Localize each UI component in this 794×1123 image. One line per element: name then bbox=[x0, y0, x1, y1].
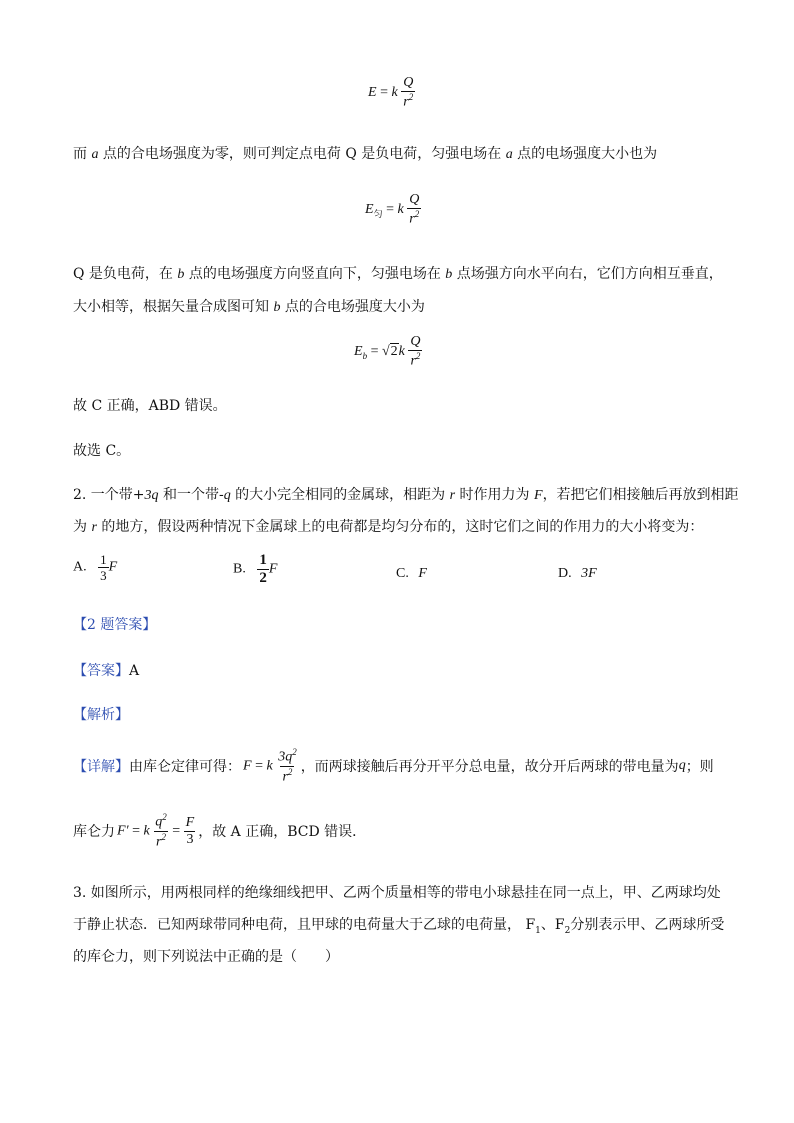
eq3-sub: b bbox=[362, 350, 368, 361]
paragraph-b-point-line1 bbox=[73, 263, 723, 283]
question-3-line1: 3. 如图所示，用两根同样的绝缘细线把甲、乙两个质量相等的带电小球悬挂在同一点上，甲、乙两球均处 bbox=[73, 885, 721, 901]
question-3-line2 bbox=[73, 914, 724, 936]
eqB-num-exp: 2 bbox=[162, 812, 167, 822]
question-2-line2 bbox=[73, 516, 703, 536]
option-a-label: A. bbox=[73, 559, 87, 575]
eq2-k: k bbox=[397, 202, 404, 218]
option-c[interactable] bbox=[396, 566, 427, 582]
q2-line2-a: 为 bbox=[73, 519, 92, 535]
detail-line1-pre: 由库仑定律可得： bbox=[129, 759, 241, 776]
q2-line1-d: 时作用力为 bbox=[455, 487, 534, 503]
q2-r2: r bbox=[91, 520, 97, 535]
detail-line1 bbox=[73, 748, 714, 784]
answer-value: A bbox=[129, 663, 140, 679]
eqA-num bbox=[276, 748, 299, 766]
eq2-den bbox=[407, 208, 421, 227]
eqB-num2: F bbox=[185, 814, 195, 830]
eqA-op: = bbox=[255, 758, 263, 774]
option-d-text: 3F bbox=[581, 566, 597, 581]
q2-charge-2: q bbox=[223, 488, 231, 503]
paragraph-b-point-line2 bbox=[73, 296, 425, 316]
q2-line2-b: 的地方，假设两种情况下金属球上的电荷都是均匀分布的，这时它们之间的作用力的大小将变为： bbox=[96, 519, 704, 535]
q3-sub1: 1 bbox=[535, 925, 541, 936]
eq1-den bbox=[401, 91, 415, 110]
option-a-fraction bbox=[98, 553, 109, 582]
answer-section-tag: 【2 题答案】 bbox=[73, 617, 157, 633]
para2-var-b3: b bbox=[273, 300, 281, 315]
equation-e-uniform bbox=[365, 193, 421, 227]
eq1-lhs: E bbox=[368, 85, 377, 101]
question-2-line1 bbox=[73, 484, 739, 504]
q3-line2-a: 于静止状态．已知两球带同种电荷，且甲球的电荷量大于乙球的电荷量， F bbox=[73, 917, 536, 933]
eqB-k: k bbox=[143, 823, 150, 839]
para2-var-b2: b bbox=[445, 267, 453, 282]
equation-e-kq-r2 bbox=[368, 76, 415, 110]
eqA-num-exp: 2 bbox=[292, 747, 297, 757]
eq1-fraction bbox=[401, 76, 415, 110]
eqB-fraction-2 bbox=[184, 816, 197, 847]
para2-line1-mid: 点的电场强度方向竖直向下，匀强电场在 bbox=[184, 266, 446, 282]
option-b[interactable] bbox=[233, 553, 277, 586]
eq2-exp: 2 bbox=[414, 209, 420, 219]
eqA-fraction bbox=[276, 748, 299, 784]
eq2-sub: 匀 bbox=[373, 208, 383, 219]
para2-var-b: b bbox=[177, 267, 185, 282]
eq1-den-var: r bbox=[403, 94, 409, 110]
option-b-label: B. bbox=[233, 561, 246, 577]
eqB-op: = bbox=[132, 823, 141, 839]
eqB-den2: 3 bbox=[186, 831, 194, 847]
option-b-den: 2 bbox=[259, 570, 267, 586]
detail-line2-pre: 库仑力 bbox=[73, 824, 115, 841]
eq2-den-var: r bbox=[409, 211, 415, 227]
option-a-num: 1 bbox=[100, 552, 107, 567]
eq3-den bbox=[408, 350, 422, 369]
para1-var-a2: a bbox=[505, 147, 513, 162]
para2-line1-post: 点场强方向水平向右，它们方向相互垂直， bbox=[452, 266, 723, 282]
eqB-op2: = bbox=[172, 823, 181, 839]
q2-F: F bbox=[534, 488, 543, 503]
answer-line bbox=[73, 660, 139, 680]
detail-line1-end: ；则 bbox=[685, 759, 714, 776]
eq2-lhs: E bbox=[365, 202, 374, 218]
para1-pre: 而 bbox=[73, 146, 92, 162]
eqB-num-var: q bbox=[155, 814, 163, 830]
question-3-line3: 的库仑力，则下列说法中正确的是（ ） bbox=[73, 949, 339, 965]
eq3-num: Q bbox=[410, 334, 421, 349]
detail-line1-post: ，而两球接触后再分开平分总电量，故分开后两球的带电量为 bbox=[300, 759, 679, 776]
eq3-op: = bbox=[370, 344, 379, 360]
eq3-k: k bbox=[398, 344, 405, 360]
eq3-radicand: 2 bbox=[390, 344, 398, 360]
option-d[interactable] bbox=[558, 566, 597, 582]
para2-line2-post: 点的合电场强度大小为 bbox=[280, 299, 425, 315]
para2-line2-pre: 大小相等，根据矢量合成图可知 bbox=[73, 299, 274, 315]
q2-r: r bbox=[449, 488, 456, 503]
q3-line2-mid: 、F bbox=[540, 917, 565, 933]
paragraph-a-point bbox=[73, 143, 657, 163]
detail-line2 bbox=[73, 813, 366, 849]
coulomb-equation bbox=[243, 748, 299, 784]
eq2-op: = bbox=[386, 202, 394, 218]
option-a-var: F bbox=[108, 559, 118, 575]
analysis-tag: 【解析】 bbox=[73, 707, 129, 723]
q3-sub2: 2 bbox=[564, 925, 571, 936]
eq1-num: Q bbox=[403, 75, 414, 90]
q2-line1-b: 和一个带- bbox=[158, 487, 224, 503]
option-c-label: C. bbox=[396, 566, 409, 581]
eqA-lhs: F bbox=[243, 758, 252, 774]
detail-q: q bbox=[678, 758, 686, 774]
option-a-den: 3 bbox=[100, 568, 107, 583]
coulomb-force-equation bbox=[117, 813, 196, 849]
sqrt-symbol: √2 bbox=[381, 344, 398, 360]
eqA-den bbox=[280, 766, 294, 785]
eq2-num: Q bbox=[409, 192, 420, 207]
q2-line1-a: 2. 一个带+ bbox=[73, 487, 145, 503]
eq1-k: k bbox=[391, 85, 398, 101]
option-c-text: F bbox=[418, 566, 427, 581]
eq3-fraction bbox=[408, 335, 422, 369]
eq3-den-var: r bbox=[410, 353, 416, 369]
option-d-label: D. bbox=[558, 566, 572, 581]
eq1-exp: 2 bbox=[408, 92, 414, 102]
eqB-den-exp: 2 bbox=[161, 831, 166, 842]
eqB-lhs: F′ bbox=[117, 823, 129, 839]
equation-eb-sqrt2 bbox=[354, 335, 423, 369]
eqB-den bbox=[154, 831, 168, 850]
q2-line1-c: 的大小完全相同的金属球，相距为 bbox=[230, 487, 450, 503]
q3-line2-end: 分别表示甲、乙两球所受 bbox=[570, 917, 725, 933]
para1-post2: 点的电场强度大小也为 bbox=[512, 146, 658, 162]
eqB-fraction-1 bbox=[153, 813, 169, 849]
option-b-fraction bbox=[257, 553, 269, 586]
detail-line2-post: ，故 A 正确，BCD 错误． bbox=[198, 824, 367, 841]
eqA-den-var: r bbox=[282, 769, 288, 785]
eq3-exp: 2 bbox=[415, 351, 421, 361]
detail-tag: 【详解】 bbox=[73, 759, 129, 776]
q2-line1-e: ，若把它们相接触后再放到相距 bbox=[542, 487, 739, 503]
para1-post: 点的合电场强度为零，则可判定点电荷 Q 是负电荷，匀强电场在 bbox=[98, 146, 506, 162]
para1-var-a: a bbox=[91, 147, 99, 162]
eqA-k: k bbox=[266, 758, 273, 774]
para2-line1-pre: Q 是负电荷，在 bbox=[73, 266, 178, 282]
eqB-num bbox=[153, 813, 169, 831]
q2-charge-1: 3q bbox=[144, 488, 159, 503]
conclusion-correct: 故 C 正确，ABD 错误。 bbox=[73, 398, 227, 414]
eqA-num-var: 3q bbox=[278, 749, 293, 765]
option-a[interactable] bbox=[73, 553, 117, 582]
option-b-num: 1 bbox=[259, 552, 267, 568]
eqA-den-exp: 2 bbox=[287, 766, 293, 777]
answer-tag: 【答案】 bbox=[73, 663, 129, 679]
eqB-den-var: r bbox=[156, 834, 162, 850]
option-b-var: F bbox=[268, 561, 278, 577]
eq3-lhs: E bbox=[354, 344, 363, 360]
conclusion-choose: 故选 C。 bbox=[73, 443, 131, 459]
eq2-fraction bbox=[407, 193, 421, 227]
eq1-op: = bbox=[380, 85, 388, 101]
